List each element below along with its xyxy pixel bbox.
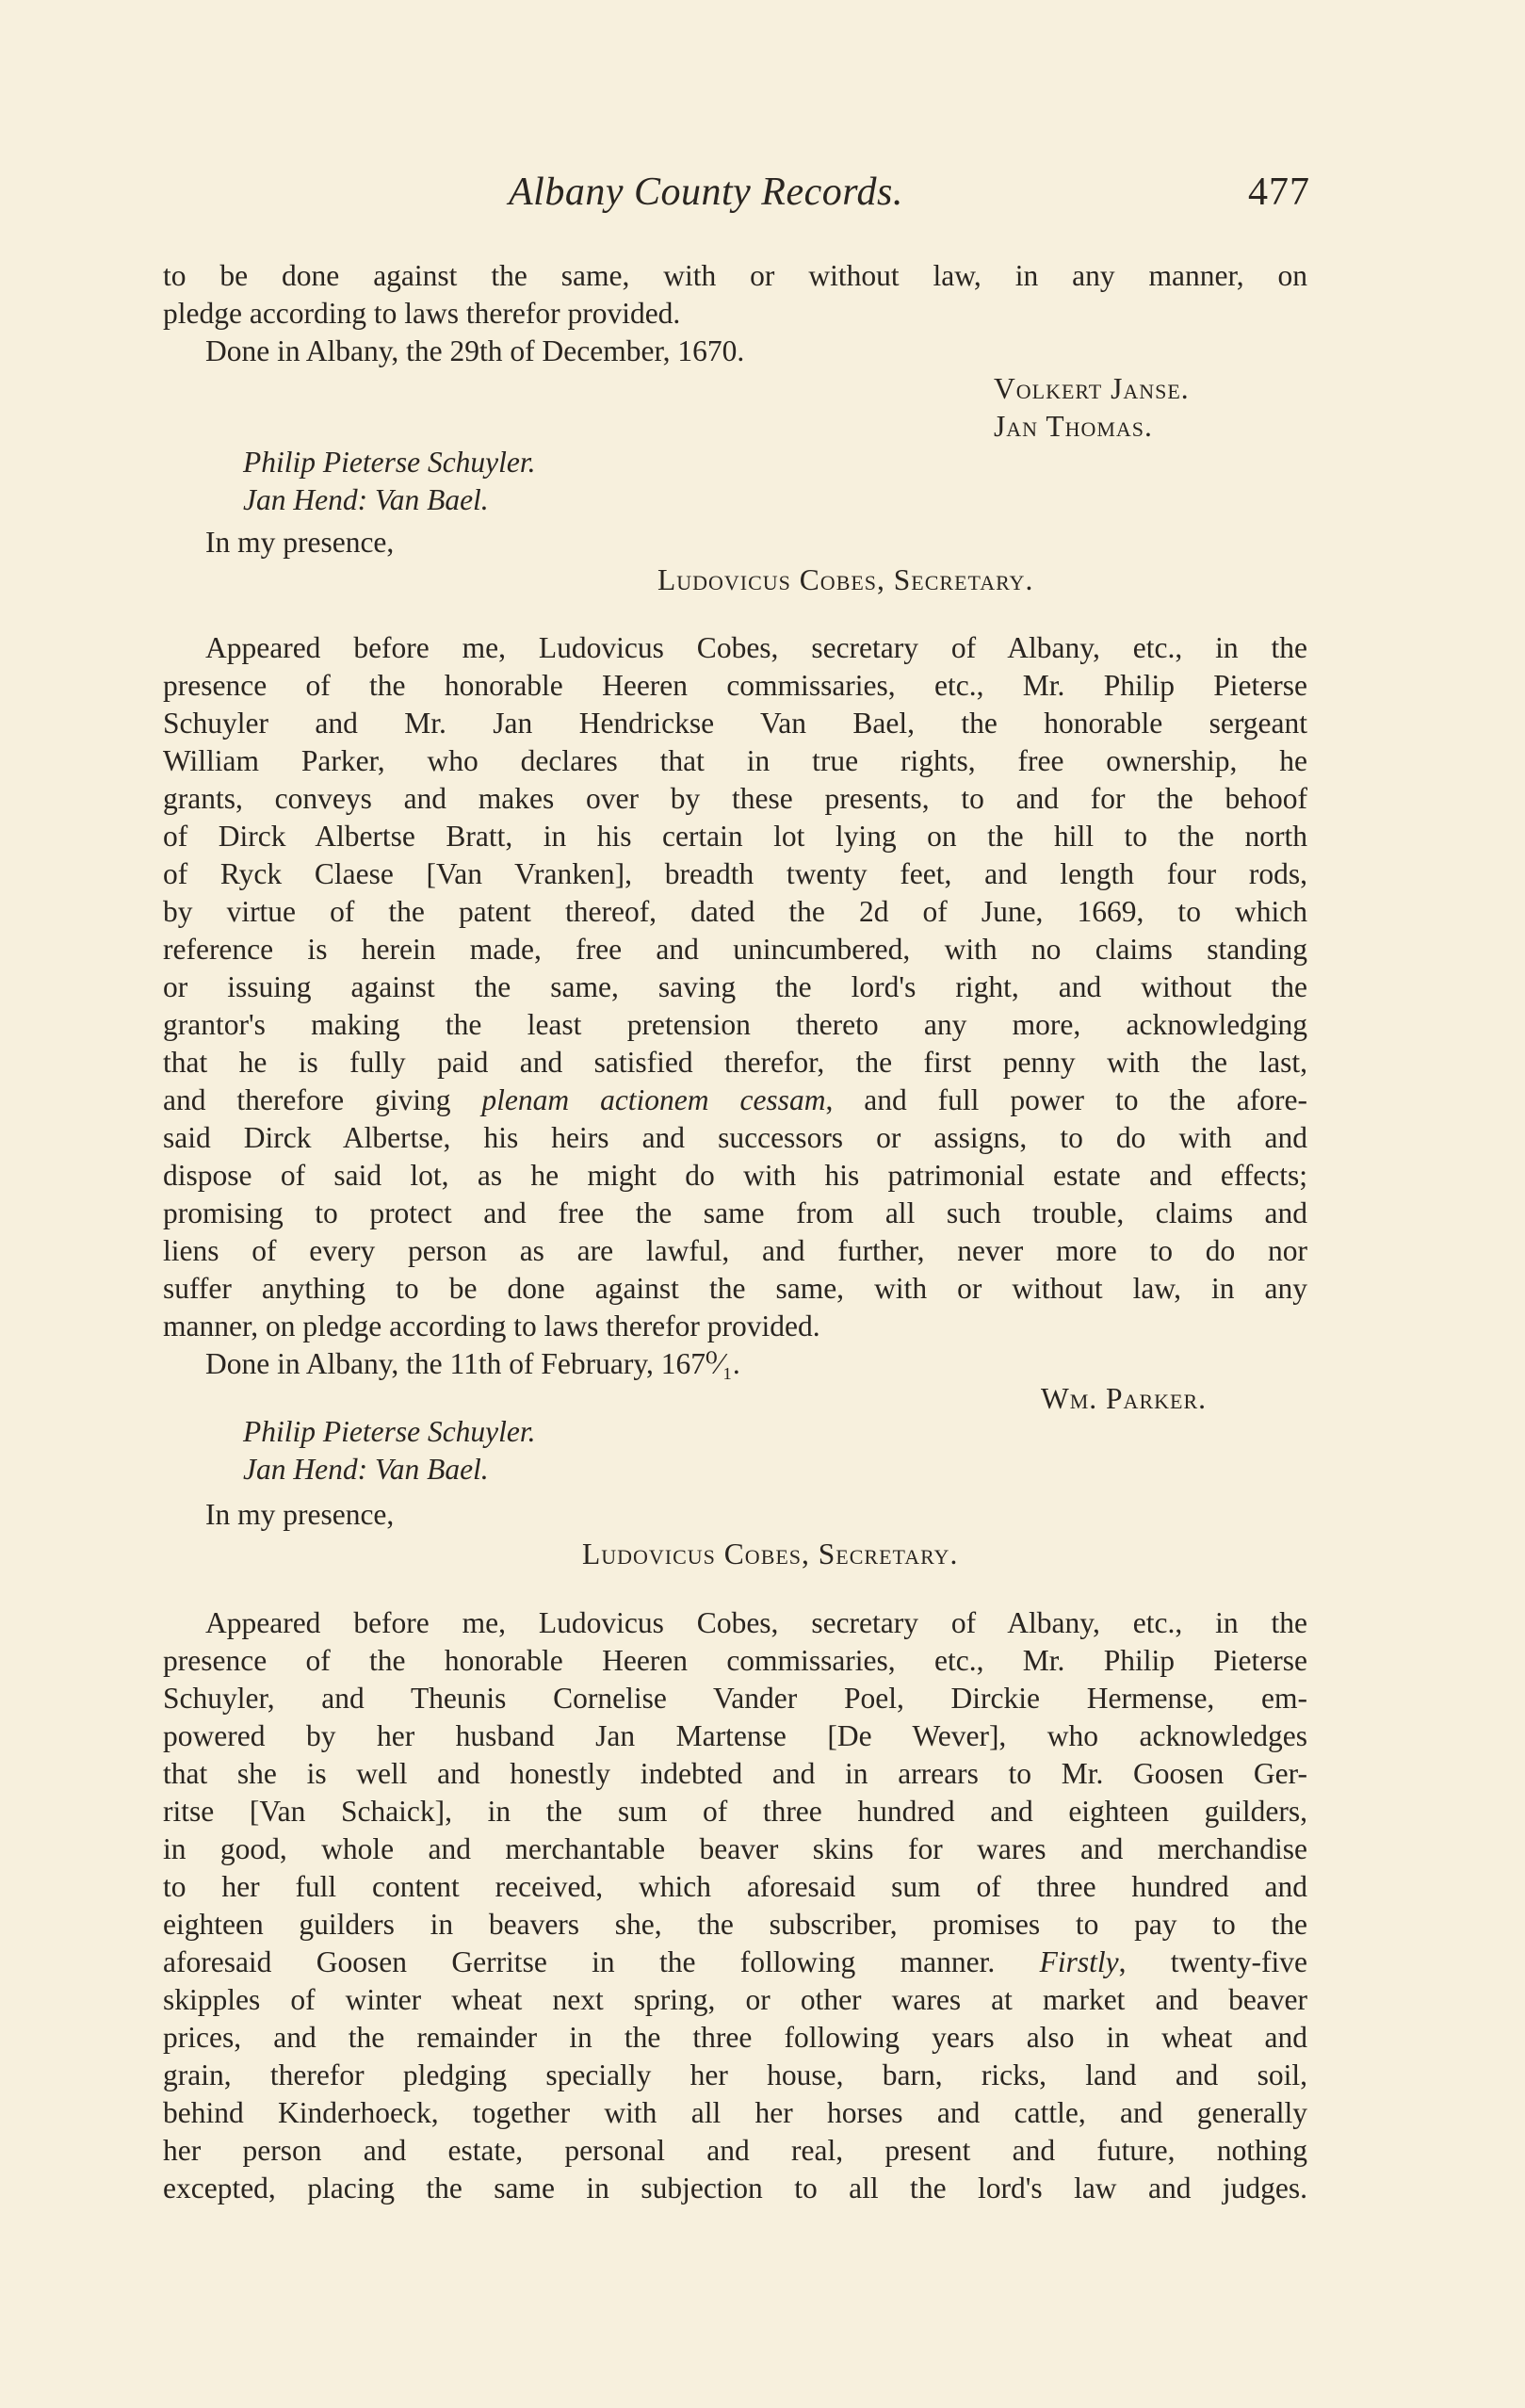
witness-name: Philip Pieterse Schuyler. <box>243 1415 536 1448</box>
paragraph-line: her person and estate, personal and real, present and future, nothing <box>163 2134 1307 2167</box>
latin-phrase: plenam actionem cessam <box>481 1083 826 1116</box>
line-text: and therefore giving <box>163 1083 482 1116</box>
paragraph-line: excepted, placing the same in subjection to all the lord's law and judges. <box>163 2172 1307 2205</box>
done-line: Done in Albany, the 29th of December, 1670. <box>205 334 745 367</box>
witness-name: Jan Hend: Van Bael. <box>243 1453 489 1486</box>
paragraph-line: said Dirck Albertse, his heirs and successors or assigns, to do with and <box>163 1121 1307 1154</box>
paragraph-line: liens of every person as are lawful, and further, never more to do nor <box>163 1234 1307 1267</box>
signer-name: Volkert Janse. <box>994 372 1190 405</box>
text-line: to be done against the same, with or without law, in any manner, on <box>163 259 1307 292</box>
paragraph-line: by virtue of the patent thereof, dated the 2d of June, 1669, to which <box>163 895 1307 928</box>
paragraph-line: of Dirck Albertse Bratt, in his certain lot lying on the hill to the north <box>163 820 1307 853</box>
done-line: Done in Albany, the 11th of February, 167⁰⁄₁. <box>205 1347 740 1380</box>
paragraph-line: grants, conveys and makes over by these presents, to and for the behoof <box>163 782 1307 815</box>
presence-line: In my presence, <box>205 526 395 559</box>
paragraph-line: Appeared before me, Ludovicus Cobes, secretary of Albany, etc., in the <box>205 631 1307 664</box>
paragraph-line <box>163 1082 1307 1119</box>
signer-name: Wm. Parker. <box>1041 1382 1207 1415</box>
paragraph-line: powered by her husband Jan Martense [De Wever], who acknowledges <box>163 1719 1307 1752</box>
paragraph-line: of Ryck Claese [Van Vranken], breadth twenty feet, and length four rods, <box>163 857 1307 890</box>
running-title: Albany County Records. <box>509 171 903 214</box>
witness-name: Jan Hend: Van Bael. <box>243 483 489 516</box>
emphasis-word: Firstly <box>1039 1945 1119 1978</box>
paragraph-line: reference is herein made, free and unincumbered, with no claims standing <box>163 933 1307 966</box>
paragraph-line: behind Kinderhoeck, together with all her horses and cattle, and generally <box>163 2096 1307 2129</box>
paragraph-line: presence of the honorable Heeren commissaries, etc., Mr. Philip Pieterse <box>163 669 1307 702</box>
text-line: pledge according to laws therefor provided. <box>163 297 681 330</box>
presence-line: In my presence, <box>205 1498 395 1531</box>
paragraph-line: presence of the honorable Heeren commissaries, etc., Mr. Philip Pieterse <box>163 1644 1307 1677</box>
paragraph-line: grantor's making the least pretension thereto any more, acknowledging <box>163 1008 1307 1041</box>
signer-name: Jan Thomas. <box>994 410 1153 443</box>
witness-name: Philip Pieterse Schuyler. <box>243 446 536 479</box>
paragraph-line: ritse [Van Schaick], in the sum of three hundred and eighteen guilders, <box>163 1795 1307 1828</box>
paragraph-line: that he is fully paid and satisfied therefor, the first penny with the last, <box>163 1046 1307 1079</box>
paragraph-line: suffer anything to be done against the same, with or without law, in any <box>163 1272 1307 1305</box>
secretary-signature: Ludovicus Cobes, Secretary. <box>657 563 1034 596</box>
paragraph-line: manner, on pledge according to laws therefor provided. <box>163 1310 820 1342</box>
paragraph-line: William Parker, who declares that in true rights, free ownership, he <box>163 744 1307 777</box>
paragraph-line: dispose of said lot, as he might do with his patrimonial estate and effects; <box>163 1159 1307 1192</box>
paragraph-line: Appeared before me, Ludovicus Cobes, secretary of Albany, etc., in the <box>205 1606 1307 1639</box>
paragraph-line: promising to protect and free the same from all such trouble, claims and <box>163 1196 1307 1229</box>
page-header <box>0 170 1525 226</box>
paragraph-line: Schuyler, and Theunis Cornelise Vander Poel, Dirckie Hermense, em- <box>163 1682 1307 1715</box>
secretary-signature: Ludovicus Cobes, Secretary. <box>582 1538 959 1570</box>
line-text: , twenty-five <box>1118 1945 1307 1978</box>
paragraph-line <box>163 1944 1307 1981</box>
paragraph-line: or issuing against the same, saving the lord's right, and without the <box>163 970 1307 1003</box>
paragraph-line: to her full content received, which aforesaid sum of three hundred and <box>163 1870 1307 1903</box>
paragraph-line: skipples of winter wheat next spring, or other wares at market and beaver <box>163 1983 1307 2016</box>
paragraph-line: prices, and the remainder in the three following years also in wheat and <box>163 2021 1307 2054</box>
paragraph-line: in good, whole and merchantable beaver skins for wares and merchandise <box>163 1832 1307 1865</box>
paragraph-line: Schuyler and Mr. Jan Hendrickse Van Bael, the honorable sergeant <box>163 707 1307 740</box>
paragraph-line: eighteen guilders in beavers she, the subscriber, promises to pay to the <box>163 1908 1307 1941</box>
line-text: , and full power to the afore- <box>825 1083 1307 1116</box>
page-number: 477 <box>1248 171 1310 214</box>
line-text: aforesaid Goosen Gerritse in the following manner. <box>163 1945 1040 1978</box>
paragraph-line: that she is well and honestly indebted and in arrears to Mr. Goosen Ger- <box>163 1757 1307 1790</box>
paragraph-line: grain, therefor pledging specially her house, barn, ricks, land and soil, <box>163 2058 1307 2091</box>
